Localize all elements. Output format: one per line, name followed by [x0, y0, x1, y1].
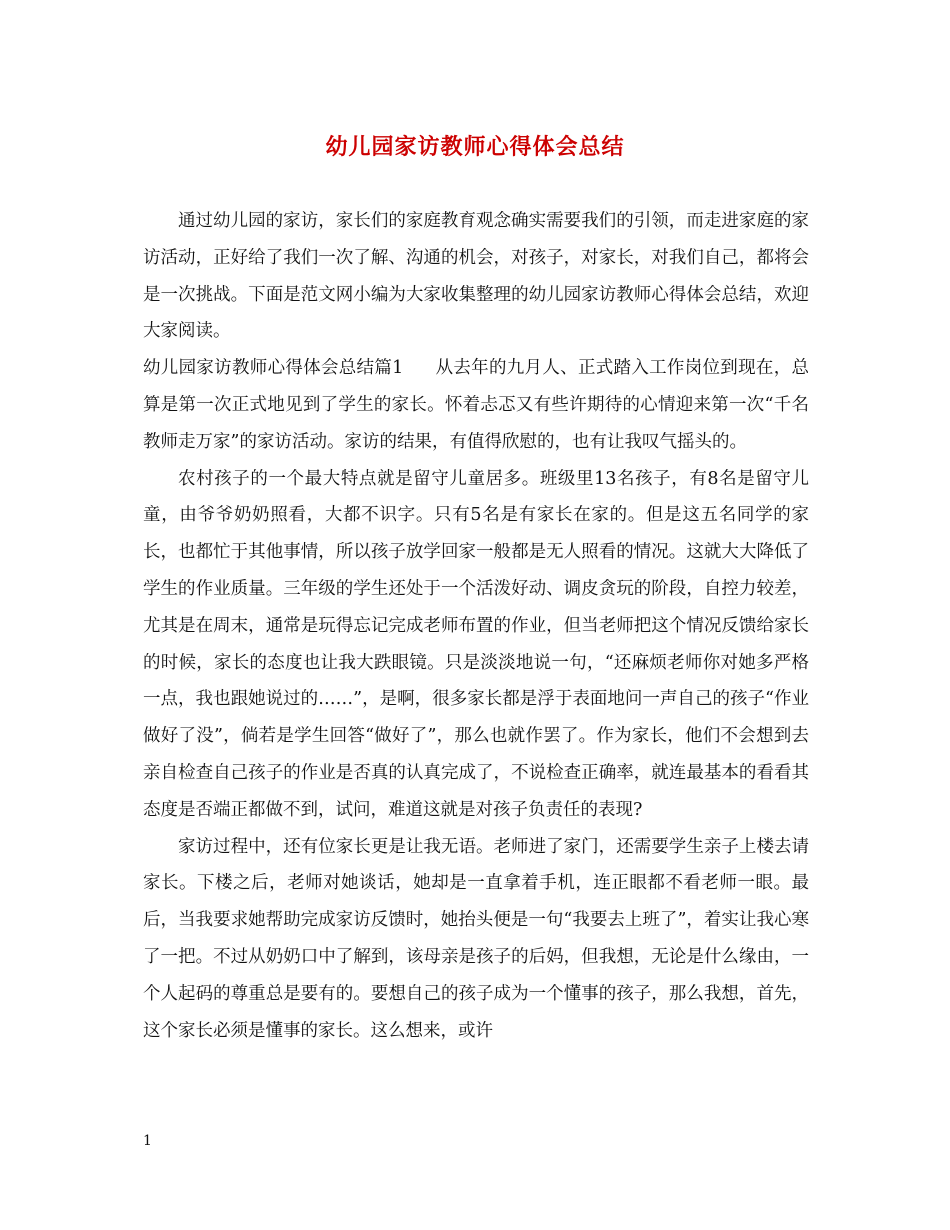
section-paragraph [143, 350, 809, 460]
document-title: 幼儿园家访教师心得体会总结 [325, 134, 625, 160]
paragraph-left-behind-children: 农村孩子的一个最大特点就是留守儿童居多。班级里13名孩子，有8名是留守儿童，由爷爷奶奶照看，大都不识字。只有5名是有家长在家的。但是这五名同学的家长，也都忙于其他事情，所以孩子放学回家一般都是无人照看的情况。这就大大降低了学生的作业质量。三年级的学生还处于一个活泼好动、调皮贪玩的阶段，自控力较差，尤其是在周末，通常是玩得忘记完成老师布置的作业，但当老师把这个情况反馈给家长的时候，家长的态度也让我大跌眼镜。只是淡淡地说一句，“还麻烦老师你对她多严格一点，我也跟她说过的……”，是啊，很多家长都是浮于表面地问一声自己的孩子“作业做好了没”，倘若是学生回答“做好了”，那么也就作罢了。作为家长，他们不会想到去亲自检查自己孩子的作业是否真的认真完成了，不说检查正确率，就连最基本的看看其态度是否端正都做不到，试问，难道这就是对孩子负责任的表现? [143, 468, 809, 820]
document-body [143, 203, 809, 1049]
paragraph-parent-attitude: 家访过程中，还有位家长更是让我无语。老师进了家门，还需要学生亲子上楼去请家长。下楼之后，老师对她谈话，她却是一直拿着手机，连正眼都不看老师一眼。最后，当我要求她帮助完成家访反馈时，她抬头便是一句“我要去上班了”，着实让我心寒了一把。不过从奶奶口中了解到，该母亲是孩子的后妈，但我想，无论是什么缘由，一个人起码的尊重总是要有的。要想自己的孩子成为一个懂事的孩子，那么我想，首先，这个家长必须是懂事的家长。这么想来，或许 [143, 836, 809, 1041]
section-lead-text: 从去年的九月人、正式踏入工作岗位到现在，总算是第一次正式地见到了学生的家长。怀着忐忑又有些许期待的心情迎来第一次“千名教师走万家”的家访活动。家访的结果，有值得欣慰的，也有让我叹气摇头的。 [143, 358, 809, 452]
page-number: 1 [143, 1133, 152, 1149]
intro-paragraph: 通过幼儿园的家访，家长们的家庭教育观念确实需要我们的引领，而走进家庭的家访活动，正好给了我们一次了解、沟通的机会，对孩子，对家长，对我们自己，都将会是一次挑战。下面是范文网小编为大家收集整理的幼儿园家访教师心得体会总结，欢迎大家阅读。 [143, 211, 809, 342]
section-heading: 幼儿园家访教师心得体会总结篇1 [143, 358, 404, 379]
